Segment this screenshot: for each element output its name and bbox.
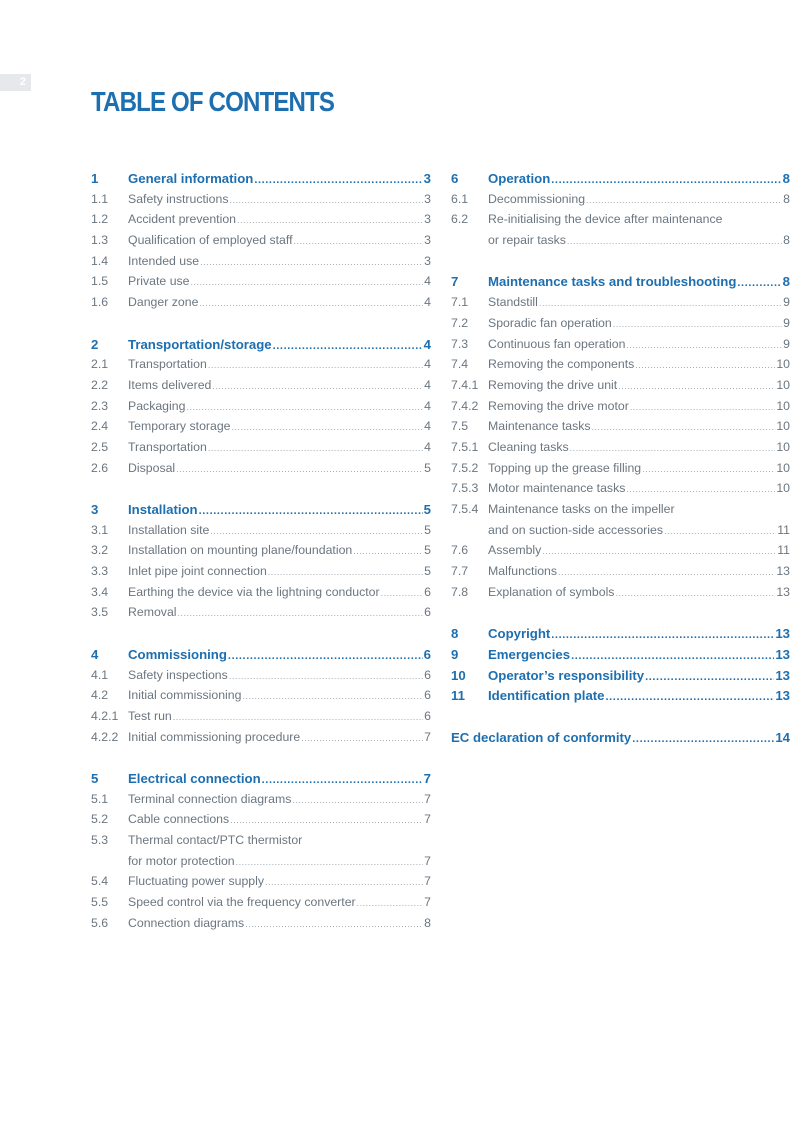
toc-entry-title: Speed control via the frequency converter [128, 895, 356, 910]
section-gap [91, 316, 431, 337]
toc-entry-number: 3.1 [91, 522, 109, 537]
toc-leader-dots [570, 440, 776, 454]
toc-leader-dots [642, 461, 775, 475]
toc-entry[interactable] [451, 564, 790, 585]
toc-entry-title: Cleaning tasks [488, 439, 569, 454]
toc-entry[interactable] [451, 378, 790, 399]
toc-entry[interactable] [451, 543, 790, 564]
toc-entry-number: 5.2 [91, 812, 109, 827]
toc-entry[interactable] [451, 502, 790, 523]
toc-entry-title: Danger zone [128, 295, 199, 310]
toc-leader-dots [199, 295, 423, 309]
toc-entry-title: Explanation of symbols [488, 584, 615, 599]
toc-page-number: 4 [423, 336, 431, 352]
toc-leader-dots [254, 171, 422, 186]
page-title: TABLE OF CONTENTS [91, 86, 335, 117]
toc-page-number: 5 [423, 502, 431, 517]
toc-leader-dots [542, 543, 776, 557]
toc-entry-title: Temporary storage [128, 419, 231, 434]
toc-entry-title: Thermal contact/PTC thermistor [128, 833, 303, 847]
toc-entry[interactable] [91, 233, 431, 254]
toc-entry-title: Connection diagrams [128, 915, 245, 930]
toc-entry-number: 6.2 [451, 212, 469, 227]
toc-entry-number: 1.2 [91, 212, 109, 227]
toc-entry[interactable] [91, 668, 431, 689]
toc-page-number: 13 [775, 626, 790, 642]
toc-entry-number: 9 [451, 646, 459, 662]
toc-page-number: 4 [424, 419, 431, 434]
toc-page-number: 10 [776, 377, 790, 392]
toc-leader-dots [229, 192, 423, 206]
toc-page-number: 3 [424, 253, 431, 268]
toc-page-number: 5 [424, 543, 431, 558]
toc-entry-title: Earthing the device via the lightning conductor [128, 584, 380, 599]
toc-entry-title: Re-initialising the device after maintenance [488, 212, 723, 227]
toc-entry[interactable] [91, 585, 431, 606]
toc-entry-title: Inlet pipe joint connection [128, 564, 267, 579]
toc-entry-title: Removing the drive unit [488, 377, 618, 392]
toc-entry-title: Removing the drive motor [488, 398, 629, 413]
toc-entry[interactable] [91, 419, 431, 440]
toc-entry-number: 2.2 [91, 377, 109, 392]
toc-page-number: 3 [423, 171, 431, 186]
toc-leader-dots [210, 523, 423, 537]
toc-entry-title: Initial commissioning procedure [128, 729, 301, 744]
toc-entry-number: 3.2 [91, 543, 109, 558]
toc-page-number: 4 [424, 357, 431, 372]
toc-page-number: 3 [424, 233, 431, 248]
toc-section-heading[interactable] [451, 171, 790, 192]
toc-section-heading[interactable] [451, 647, 790, 668]
section-gap [91, 750, 431, 771]
toc-entry[interactable] [451, 399, 790, 420]
toc-entry-number: 10 [451, 667, 466, 683]
toc-page-number: 8 [782, 274, 790, 290]
toc-page-number: 6 [424, 688, 431, 703]
toc-page-number: 13 [775, 688, 790, 704]
toc-entry-title: Commissioning [128, 646, 227, 662]
toc-entry-title: Maintenance tasks [488, 419, 591, 434]
toc-page-number: 7 [423, 770, 431, 786]
toc-page-number: 9 [783, 336, 790, 351]
toc-page-number: 8 [783, 233, 790, 248]
toc-entry-number: 7.5.4 [451, 502, 479, 516]
toc-page-number: 7 [424, 791, 431, 806]
toc-leader-dots [664, 523, 776, 537]
toc-entry-title: and on suction-side accessories [488, 522, 663, 537]
toc-page-number: 8 [782, 171, 790, 186]
toc-entry-title: Safety instructions [128, 191, 229, 206]
page-number-badge: 2 [0, 74, 31, 91]
toc-entry-title: Test run [128, 708, 172, 723]
toc-leader-dots [237, 212, 423, 226]
toc-entry-number: 2.6 [91, 460, 109, 475]
toc-entry[interactable] [451, 295, 790, 316]
toc-leader-dots [176, 461, 423, 475]
toc-entry[interactable] [91, 192, 431, 213]
toc-entry[interactable] [91, 399, 431, 420]
toc-entry-title: Topping up the grease filling [488, 460, 642, 475]
toc-entry-title: Operator’s responsibility [488, 667, 645, 683]
toc-leader-dots [228, 647, 423, 662]
toc-page-number: 6 [424, 584, 431, 599]
toc-entry-title: Assembly [488, 543, 542, 558]
toc-leader-dots [632, 730, 774, 745]
toc-page-number: 10 [776, 481, 790, 496]
section-gap [451, 709, 790, 730]
toc-leader-dots [242, 688, 423, 702]
toc-left-column [91, 171, 431, 936]
toc-page-number: 5 [424, 522, 431, 537]
toc-page-number: 10 [776, 439, 790, 454]
toc-entry-number: 8 [451, 626, 459, 642]
toc-page-number: 10 [776, 419, 790, 434]
toc-entry-title: Transportation [128, 439, 207, 454]
toc-leader-dots [208, 440, 423, 454]
toc-entry-number: 7.7 [451, 564, 469, 579]
toc-entry-number: 1.4 [91, 253, 109, 268]
toc-entry-number: 7.3 [451, 336, 469, 351]
toc-entry-title: Identification plate [488, 688, 605, 704]
toc-entry-number: 7.2 [451, 315, 469, 330]
toc-entry-number: 7.1 [451, 295, 469, 310]
toc-leader-dots [268, 564, 423, 578]
toc-section-heading[interactable] [91, 171, 431, 192]
toc-entry-number: 5.4 [91, 874, 109, 889]
toc-page-number: 4 [424, 295, 431, 310]
toc-entry-title: Sporadic fan operation [488, 315, 612, 330]
toc-leader-dots [586, 192, 782, 206]
toc-entry-title: Items delivered [128, 377, 212, 392]
toc-page-number: 7 [424, 729, 431, 744]
toc-leader-dots [606, 688, 775, 703]
toc-leader-dots [645, 668, 774, 683]
toc-entry-title: Standstill [488, 295, 538, 310]
toc-entry-number: 7.5.2 [451, 460, 479, 475]
toc-entry-title: Safety inspections [128, 667, 228, 682]
toc-page-number: 8 [424, 915, 431, 930]
toc-leader-dots [551, 171, 781, 186]
toc-entry-number: 5.6 [91, 915, 109, 930]
toc-entry-number: 1.1 [91, 191, 109, 206]
toc-page-number: 7 [424, 812, 431, 827]
toc-entry-title: EC declaration of conformity [451, 729, 632, 745]
toc-entry-title: Private use [128, 274, 190, 289]
toc-leader-dots [208, 357, 423, 371]
toc-entry[interactable] [91, 709, 431, 730]
toc-entry-title: Accident prevention [128, 212, 237, 227]
toc-page-number: 6 [423, 646, 431, 662]
toc-leader-dots [199, 502, 423, 517]
toc-entry[interactable] [91, 605, 431, 626]
toc-leader-dots [273, 337, 423, 352]
toc-page-number: 9 [783, 315, 790, 330]
toc-leader-dots [613, 316, 782, 330]
toc-entry[interactable] [91, 564, 431, 585]
toc-leader-dots [178, 605, 424, 619]
toc-entry-title: Copyright [488, 626, 551, 642]
toc-leader-dots [626, 337, 782, 351]
toc-leader-dots [635, 357, 775, 371]
toc-entry[interactable] [451, 481, 790, 502]
toc-entry-title: Operation [488, 171, 551, 186]
toc-page-number: 6 [424, 708, 431, 723]
toc-entry[interactable] [451, 419, 790, 440]
toc-leader-dots [626, 481, 775, 495]
toc-entry[interactable] [91, 274, 431, 295]
section-gap [91, 626, 431, 647]
toc-page-number: 7 [424, 853, 431, 868]
toc-entry-number: 4.2.2 [91, 729, 119, 744]
toc-page-number: 4 [424, 377, 431, 392]
toc-entry-number: 3.4 [91, 584, 109, 599]
toc-page-number: 13 [776, 564, 790, 579]
toc-entry-title: Maintenance tasks on the impeller [488, 502, 675, 516]
toc-entry-title: Removing the components [488, 357, 635, 372]
toc-entry-number: 7.6 [451, 543, 469, 558]
toc-leader-dots [737, 274, 781, 289]
toc-entry-title: Initial commissioning [128, 688, 242, 703]
toc-section-heading[interactable] [451, 688, 790, 709]
toc-entry[interactable] [91, 812, 431, 833]
toc-leader-dots [212, 378, 423, 392]
toc-page-number: 5 [424, 460, 431, 475]
toc-entry-number: 7.4 [451, 357, 469, 372]
toc-entry-number: 6.1 [451, 191, 469, 206]
toc-leader-dots [630, 399, 776, 413]
section-gap [451, 254, 790, 275]
toc-page-number: 4 [424, 274, 431, 289]
toc-entry-number: 3 [91, 502, 99, 517]
toc-entry[interactable] [91, 688, 431, 709]
toc-entry[interactable] [91, 254, 431, 275]
toc-page-number: 10 [776, 460, 790, 475]
section-gap [451, 605, 790, 626]
toc-leader-dots [567, 233, 782, 247]
toc-entry-number: 5.5 [91, 895, 109, 910]
toc-page-number: 11 [777, 522, 790, 537]
toc-leader-dots [173, 709, 423, 723]
toc-entry-number: 2.4 [91, 419, 109, 434]
toc-page-number: 13 [776, 584, 790, 599]
toc-entry-title: Fluctuating power supply [128, 874, 265, 889]
toc-entry-number: 5 [91, 770, 99, 786]
toc-entry[interactable] [451, 212, 790, 233]
toc-page-number: 7 [424, 895, 431, 910]
toc-entry[interactable] [91, 212, 431, 233]
toc-entry-number: 2.3 [91, 398, 109, 413]
toc-page-number: 14 [775, 729, 790, 745]
toc-leader-dots [539, 295, 782, 309]
toc-page-number: 5 [424, 564, 431, 579]
toc-entry-title: Cable connections [128, 812, 230, 827]
toc-entry-title: Transportation/storage [128, 336, 272, 352]
toc-entry-number: 7.5.3 [451, 481, 479, 496]
toc-entry-title: Qualification of employed staff [128, 233, 293, 248]
toc-entry[interactable] [91, 523, 431, 544]
toc-leader-dots [229, 668, 423, 682]
section-gap [91, 481, 431, 502]
toc-entry-number: 4 [91, 646, 99, 662]
toc-right-column [451, 171, 790, 750]
toc-entry-number: 2.5 [91, 439, 109, 454]
toc-entry-title: Removal [128, 605, 177, 620]
toc-entry[interactable] [91, 833, 431, 854]
toc-leader-dots [353, 543, 423, 557]
toc-entry[interactable] [91, 295, 431, 316]
toc-entry[interactable] [91, 895, 431, 916]
toc-leader-dots [381, 585, 424, 599]
toc-entry-number: 7 [451, 274, 459, 290]
toc-entry[interactable] [451, 357, 790, 378]
toc-entry-title: Installation site [128, 522, 210, 537]
toc-leader-dots [558, 564, 775, 578]
toc-leader-dots [294, 233, 424, 247]
toc-page-number: 3 [424, 212, 431, 227]
toc-section-heading[interactable] [91, 337, 431, 358]
toc-entry-number: 3.5 [91, 605, 109, 620]
toc-entry[interactable] [91, 357, 431, 378]
toc-entry-number: 7.5.1 [451, 439, 479, 454]
toc-entry-title: or repair tasks [488, 233, 566, 248]
toc-entry-title: Motor maintenance tasks [488, 481, 626, 496]
toc-page-number: 9 [783, 295, 790, 310]
toc-section-heading[interactable] [451, 730, 790, 751]
toc-entry-title: Malfunctions [488, 564, 558, 579]
toc-entry[interactable] [91, 378, 431, 399]
toc-entry[interactable] [451, 192, 790, 213]
toc-entry-title: Packaging [128, 398, 186, 413]
toc-entry-title: Electrical connection [128, 770, 261, 786]
toc-entry[interactable] [451, 523, 790, 544]
toc-page-number: 6 [424, 605, 431, 620]
toc-leader-dots [357, 895, 424, 909]
toc-section-heading[interactable] [451, 668, 790, 689]
toc-entry-number: 1.3 [91, 233, 109, 248]
toc-leader-dots [551, 626, 774, 641]
toc-entry-title: Transportation [128, 357, 207, 372]
toc-page-number: 13 [775, 646, 790, 662]
toc-page-number: 11 [777, 543, 790, 558]
toc-section-heading[interactable] [91, 647, 431, 668]
toc-page-number: 4 [424, 398, 431, 413]
toc-entry-number: 4.2.1 [91, 708, 119, 723]
toc-page-number: 3 [424, 191, 431, 206]
toc-section-heading[interactable] [91, 502, 431, 523]
toc-page-number: 10 [776, 398, 790, 413]
toc-entry-number: 6 [451, 171, 459, 186]
toc-page-number: 10 [776, 357, 790, 372]
toc-leader-dots [245, 916, 423, 930]
toc-entry[interactable] [91, 440, 431, 461]
toc-page-number: 8 [783, 191, 790, 206]
toc-leader-dots [265, 874, 423, 888]
toc-entry-title: General information [128, 171, 254, 186]
toc-section-heading[interactable] [451, 274, 790, 295]
toc-entry-number: 4.1 [91, 667, 109, 682]
toc-entry-title: Intended use [128, 253, 200, 268]
toc-entry-title: Continuous fan operation [488, 336, 626, 351]
toc-leader-dots [301, 730, 423, 744]
toc-entry-number: 1.5 [91, 274, 109, 289]
toc-leader-dots [230, 812, 423, 826]
toc-entry-number: 4.2 [91, 688, 109, 703]
toc-entry-number: 2 [91, 336, 99, 352]
toc-leader-dots [618, 378, 775, 392]
toc-entry-number: 7.5 [451, 419, 469, 434]
toc-leader-dots [186, 399, 423, 413]
toc-entry[interactable] [91, 916, 431, 937]
toc-entry-title: Installation [128, 502, 198, 517]
toc-section-heading[interactable] [451, 626, 790, 647]
toc-leader-dots [200, 254, 423, 268]
toc-entry[interactable] [91, 792, 431, 813]
toc-entry-number: 7.4.2 [451, 398, 479, 413]
toc-entry-number: 5.3 [91, 833, 109, 847]
toc-entry-number: 1 [91, 171, 99, 186]
toc-entry[interactable] [451, 233, 790, 254]
toc-page-number: 13 [775, 667, 790, 683]
toc-leader-dots [571, 647, 774, 662]
toc-entry-title: for motor protection [128, 853, 235, 868]
toc-entry-number: 5.1 [91, 791, 109, 806]
toc-entry-number: 3.3 [91, 564, 109, 579]
toc-page-number: 7 [424, 874, 431, 889]
toc-page-number: 4 [424, 439, 431, 454]
toc-entry[interactable] [91, 730, 431, 751]
toc-entry-number: 2.1 [91, 357, 109, 372]
toc-entry-title: Decommissioning [488, 191, 586, 206]
toc-entry[interactable] [451, 316, 790, 337]
toc-entry[interactable] [451, 337, 790, 358]
toc-page-number: 6 [424, 667, 431, 682]
toc-entry[interactable] [451, 440, 790, 461]
toc-entry[interactable] [91, 874, 431, 895]
toc-leader-dots [232, 419, 424, 433]
toc-entry[interactable] [451, 461, 790, 482]
toc-entry-number: 7.4.1 [451, 377, 479, 392]
toc-entry-number: 1.6 [91, 295, 109, 310]
toc-leader-dots [615, 585, 775, 599]
toc-entry[interactable] [91, 854, 431, 875]
toc-section-heading[interactable] [91, 771, 431, 792]
toc-entry-number: 7.8 [451, 584, 469, 599]
toc-entry-title: Terminal connection diagrams [128, 791, 292, 806]
toc-entry-title: Maintenance tasks and troubleshooting [488, 274, 737, 290]
toc-entry[interactable] [91, 461, 431, 482]
toc-leader-dots [592, 419, 776, 433]
toc-entry-title: Installation on mounting plane/foundation [128, 543, 353, 558]
toc-entry-title: Emergencies [488, 646, 571, 662]
toc-leader-dots [262, 771, 423, 786]
toc-leader-dots [236, 854, 424, 868]
toc-leader-dots [292, 792, 423, 806]
toc-leader-dots [191, 274, 424, 288]
toc-entry-title: Disposal [128, 460, 176, 475]
toc-entry-number: 11 [451, 688, 465, 704]
toc-entry[interactable] [451, 585, 790, 606]
toc-entry[interactable] [91, 543, 431, 564]
